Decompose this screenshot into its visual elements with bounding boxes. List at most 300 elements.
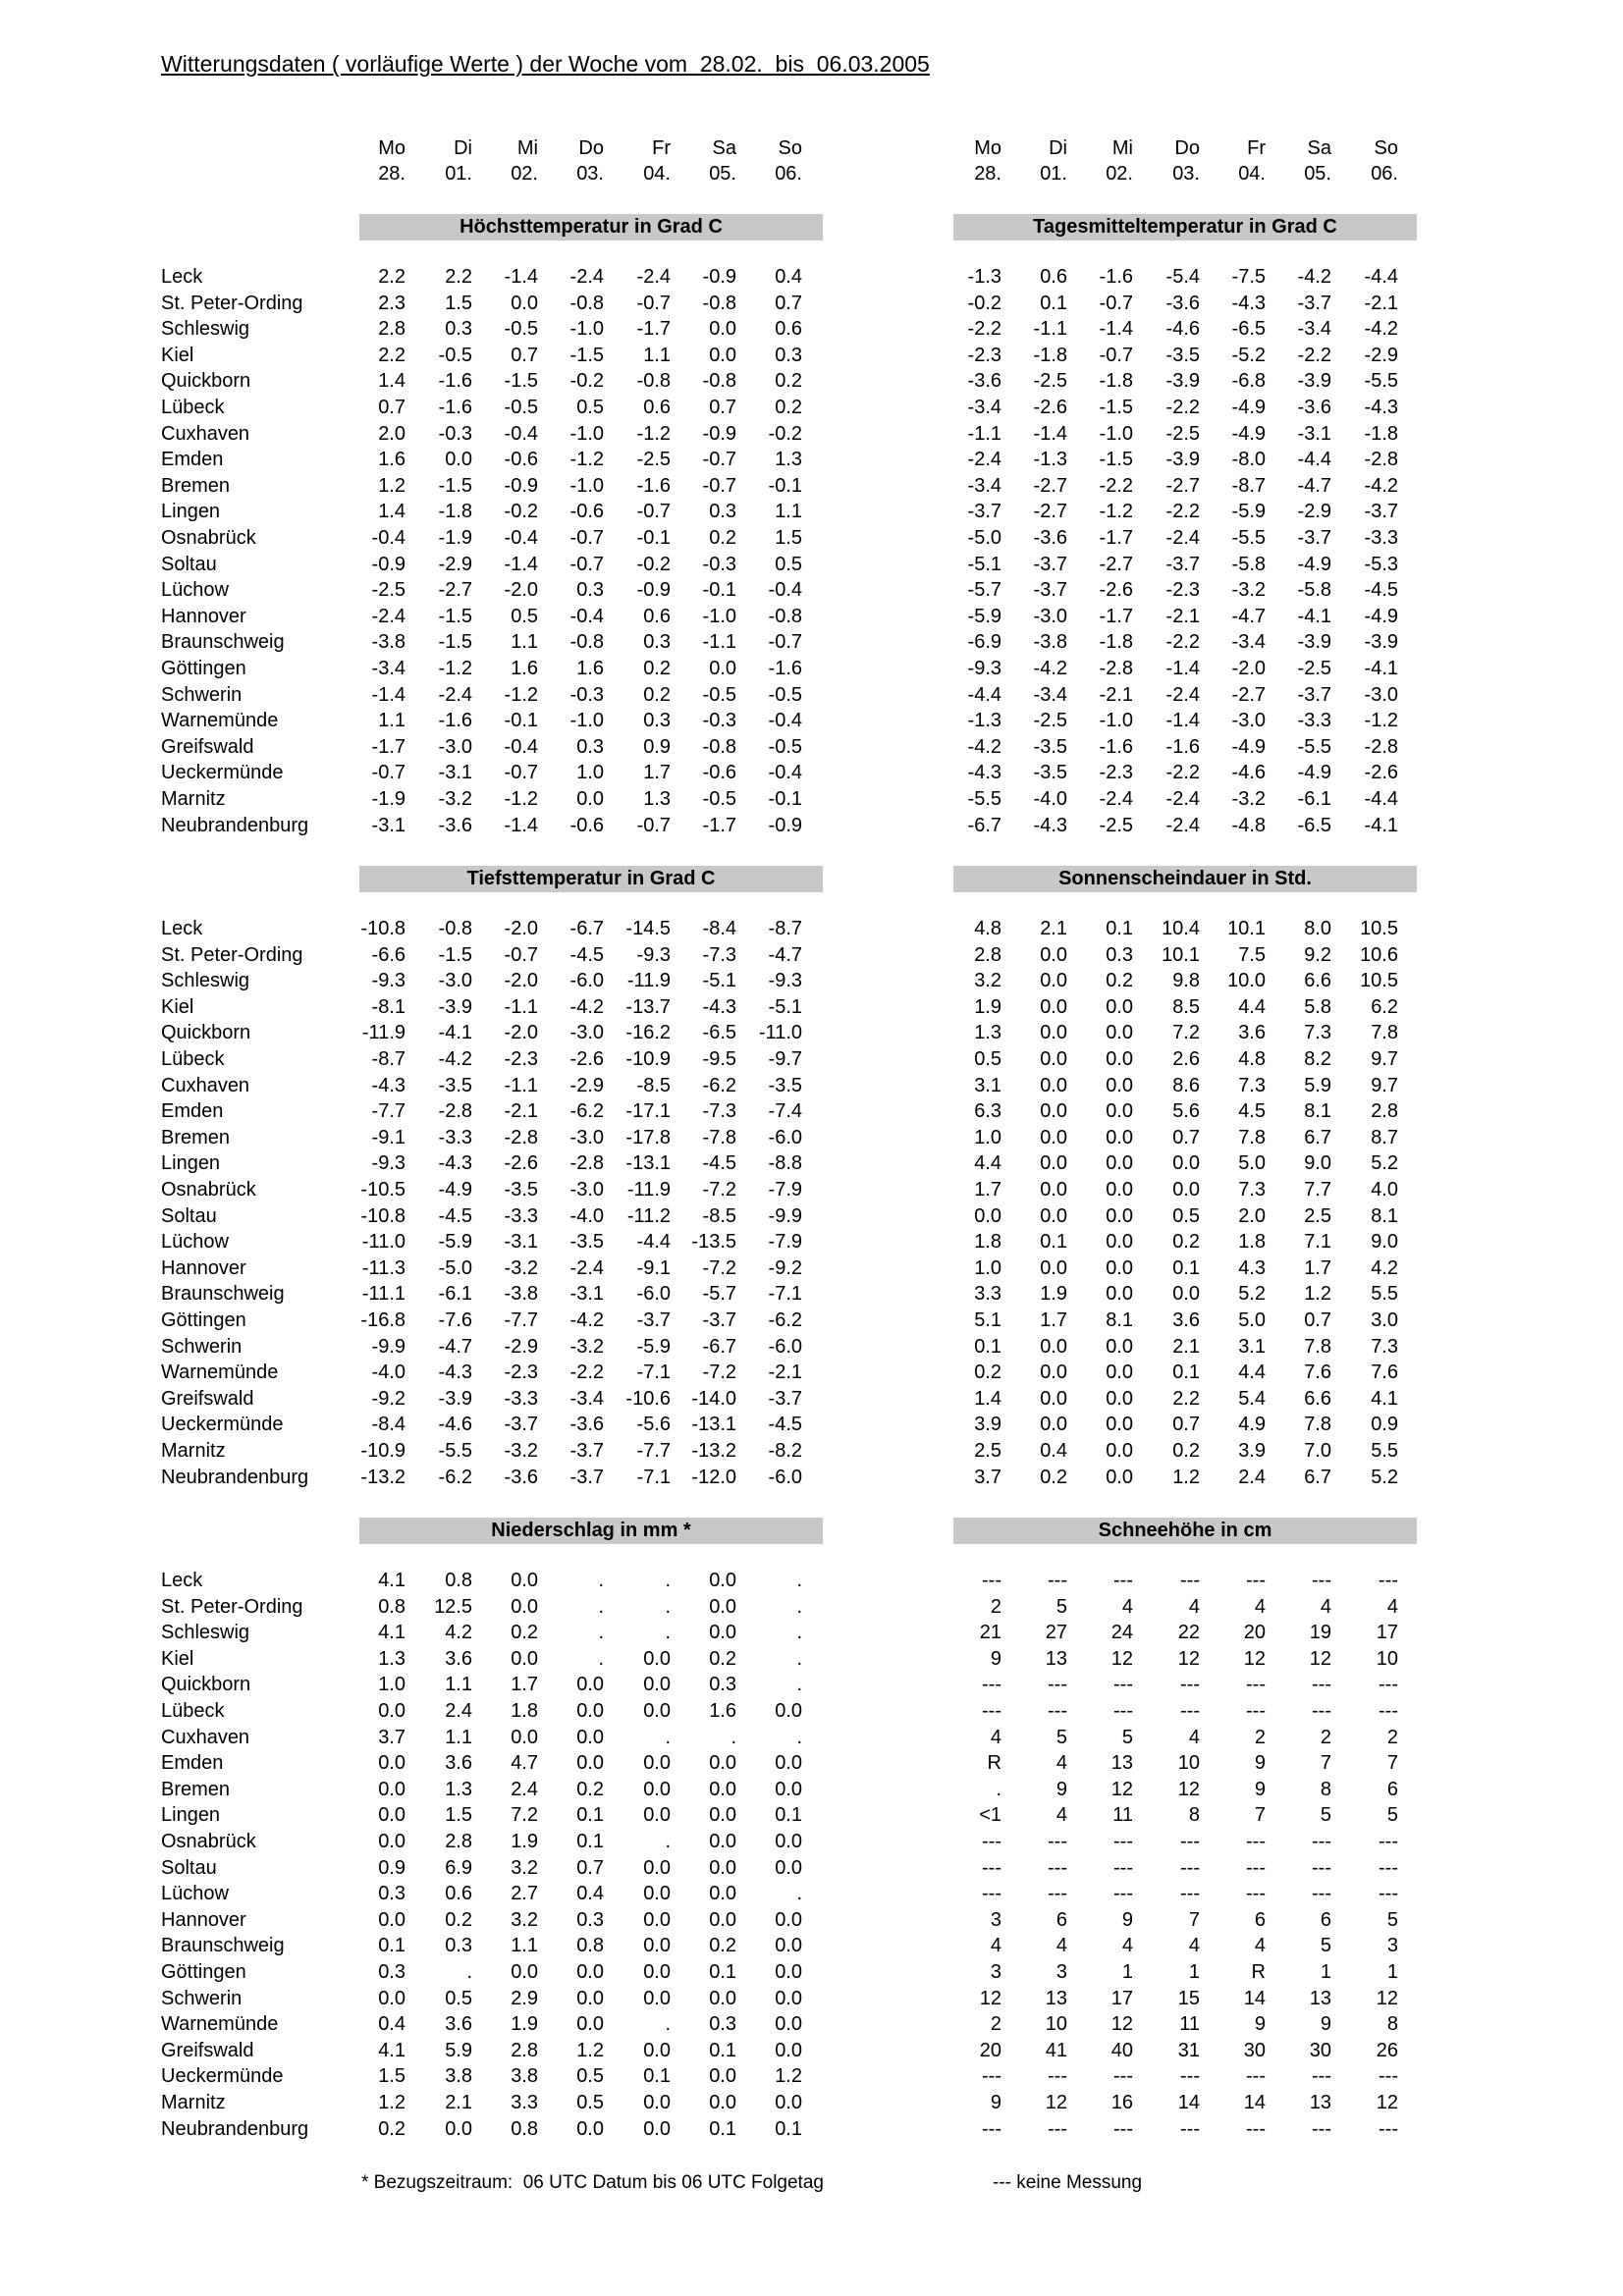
data-cell: -4.2 (569, 1309, 604, 1331)
data-cell: 5.0 (1238, 1152, 1266, 1174)
data-cell: -4.2 (438, 1048, 472, 1070)
data-cell: -0.6 (504, 449, 538, 470)
data-cell: -2.0 (504, 918, 538, 939)
data-cell: 7.3 (1238, 1075, 1266, 1096)
data-cell: -6.9 (967, 631, 1001, 653)
data-cell: -7.7 (636, 1440, 671, 1462)
data-cell: -16.2 (625, 1022, 671, 1043)
data-cell: 4 (1320, 1596, 1331, 1618)
data-cell: -2.3 (1165, 579, 1200, 601)
data-cell: -4.7 (1231, 606, 1266, 627)
data-cell: -3.5 (438, 1075, 472, 1096)
data-cell: 3.8 (511, 2065, 538, 2087)
data-cell: -1.8 (1364, 423, 1398, 445)
data-cell: -9.7 (768, 1048, 802, 1070)
station-name: Osnabrück (161, 1831, 256, 1852)
data-cell: 0.0 (1172, 1152, 1200, 1174)
data-cell: 2.1 (1172, 1336, 1200, 1358)
data-cell: 1.9 (511, 1831, 538, 1852)
data-cell: -6.7 (569, 918, 604, 939)
data-cell: 9.8 (1172, 970, 1200, 991)
data-cell: -6.6 (371, 944, 406, 966)
data-cell: 0.3 (709, 2013, 736, 2035)
data-cell: -5.3 (1364, 554, 1398, 575)
data-cell: -5.1 (967, 554, 1001, 575)
data-cell: -3.0 (569, 1127, 604, 1148)
data-cell: -7.1 (768, 1283, 802, 1305)
data-cell: -3.4 (1033, 684, 1067, 706)
data-cell: -1.4 (371, 684, 406, 706)
data-cell: 1.8 (1238, 1231, 1266, 1253)
data-cell: -0.4 (569, 606, 604, 627)
data-cell: --- (982, 1883, 1001, 1904)
day-date-header: 28. (974, 163, 1001, 185)
data-cell: -0.7 (636, 815, 671, 836)
data-cell: 12 (979, 1988, 1001, 2009)
data-cell: -2.2 (1165, 762, 1200, 783)
data-cell: 6 (1386, 1779, 1398, 1800)
data-cell: 2.8 (1371, 1100, 1398, 1122)
data-cell: 21 (979, 1622, 1001, 1643)
data-cell: -3.1 (438, 762, 472, 783)
data-cell: 0.0 (643, 1752, 671, 1774)
data-cell: -3.0 (569, 1022, 604, 1043)
data-cell: -1.4 (1033, 423, 1067, 445)
data-cell: 1.7 (1304, 1257, 1331, 1279)
data-cell: --- (1379, 1570, 1398, 1591)
data-cell: 0.0 (709, 318, 736, 340)
data-cell: -0.7 (636, 293, 671, 314)
data-cell: 0.3 (378, 1883, 406, 1904)
data-cell: -7.1 (636, 1362, 671, 1383)
data-cell: 0.0 (643, 1700, 671, 1722)
data-cell: -2.9 (1297, 501, 1331, 522)
day-date-header: 02. (511, 163, 538, 185)
data-cell: 1.6 (709, 1700, 736, 1722)
data-cell: 0.2 (511, 1622, 538, 1643)
data-cell: 9 (1055, 1779, 1067, 1800)
data-cell: 1.8 (974, 1231, 1001, 1253)
data-cell: -1.4 (1099, 318, 1133, 340)
data-cell: -2.7 (1099, 554, 1133, 575)
data-cell: -6.2 (569, 1100, 604, 1122)
data-cell: . (665, 1831, 671, 1852)
data-cell: 5.2 (1371, 1152, 1398, 1174)
data-cell: R (987, 1752, 1001, 1774)
station-name: Neubrandenburg (161, 1467, 309, 1488)
data-cell: 1.2 (1304, 1283, 1331, 1305)
data-cell: <1 (979, 1804, 1001, 1826)
data-cell: 0.0 (1040, 1100, 1067, 1122)
data-cell: -2.4 (967, 449, 1001, 470)
data-cell: -2.6 (1099, 579, 1133, 601)
data-cell: 6 (1320, 1909, 1331, 1931)
data-cell: -1.4 (1165, 658, 1200, 679)
data-cell: 10.0 (1227, 970, 1266, 991)
data-cell: 6.6 (1304, 970, 1331, 991)
data-cell: -4.3 (371, 1075, 406, 1096)
data-cell: 0.0 (1172, 1179, 1200, 1201)
data-cell: -0.1 (768, 475, 802, 497)
data-cell: -2.7 (1231, 684, 1266, 706)
day-name-header: Mo (974, 137, 1001, 159)
station-name: Schwerin (161, 1336, 243, 1358)
data-cell: 1.8 (511, 1700, 538, 1722)
data-cell: . (665, 1596, 671, 1618)
data-cell: -3.5 (569, 1231, 604, 1253)
data-cell: -0.3 (569, 684, 604, 706)
data-cell: 1.1 (445, 1727, 472, 1748)
data-cell: 0.1 (974, 1336, 1001, 1358)
data-cell: 4 (1121, 1596, 1133, 1618)
data-cell: 5.9 (1304, 1075, 1331, 1096)
data-cell: 2.2 (378, 345, 406, 366)
data-cell: 0.0 (1106, 1100, 1133, 1122)
data-cell: 8.0 (1304, 918, 1331, 939)
data-cell: . (730, 1727, 736, 1748)
data-cell: -3.2 (569, 1336, 604, 1358)
data-cell: 0.3 (445, 1935, 472, 1956)
data-cell: 9 (1320, 2013, 1331, 2035)
data-cell: 0.2 (576, 1779, 604, 1800)
station-name: Warnemünde (161, 710, 279, 731)
day-name-header: Do (1174, 137, 1200, 159)
data-cell: -3.9 (438, 996, 472, 1018)
data-cell: -0.1 (768, 788, 802, 810)
data-cell: -1.0 (702, 606, 736, 627)
day-name-header: Sa (712, 137, 736, 159)
data-cell: 0.0 (576, 2118, 604, 2140)
data-cell: -6.1 (1297, 788, 1331, 810)
data-cell: --- (1180, 1883, 1200, 1904)
data-cell: -3.7 (569, 1440, 604, 1462)
data-cell: -1.9 (371, 788, 406, 810)
data-cell: 0.0 (511, 293, 538, 314)
data-cell: 12 (1045, 2092, 1067, 2113)
data-cell: 2.2 (1172, 1388, 1200, 1410)
data-cell: -1.0 (1099, 710, 1133, 731)
data-cell: . (796, 1622, 802, 1643)
data-cell: -0.7 (1099, 293, 1133, 314)
data-cell: -10.5 (360, 1179, 406, 1201)
data-cell: -0.1 (504, 710, 538, 731)
data-cell: -3.7 (569, 1467, 604, 1488)
data-cell: 1.6 (511, 658, 538, 679)
data-cell: -0.8 (636, 370, 671, 392)
data-cell: -0.8 (702, 370, 736, 392)
data-cell: -4.4 (967, 684, 1001, 706)
data-cell: -5.7 (702, 1283, 736, 1305)
data-cell: 1 (1320, 1961, 1331, 1983)
data-cell: 0.0 (1040, 1048, 1067, 1070)
data-cell: 3.1 (1238, 1336, 1266, 1358)
data-cell: --- (1180, 1857, 1200, 1879)
data-cell: -3.7 (702, 1309, 736, 1331)
data-cell: -3.5 (1165, 345, 1200, 366)
data-cell: 12 (1309, 1648, 1331, 1670)
data-cell: 0.0 (1106, 1075, 1133, 1096)
data-cell: 1.1 (643, 345, 671, 366)
data-cell: 4 (990, 1935, 1001, 1956)
day-name-header: Fr (1247, 137, 1266, 159)
data-cell: 0.1 (1106, 918, 1133, 939)
data-cell: -11.3 (361, 1257, 406, 1279)
data-cell: 4.7 (511, 1752, 538, 1774)
data-cell: -6.5 (1297, 815, 1331, 836)
data-cell: 5.8 (1304, 996, 1331, 1018)
data-cell: . (466, 1961, 472, 1983)
data-cell: -4.7 (438, 1336, 472, 1358)
data-cell: 3.6 (445, 1648, 472, 1670)
data-cell: -3.5 (504, 1179, 538, 1201)
data-cell: -2.4 (1165, 527, 1200, 549)
data-cell: 0.2 (1040, 1467, 1067, 1488)
data-cell: 0.0 (511, 1570, 538, 1591)
data-cell: 9.7 (1371, 1048, 1398, 1070)
data-cell: -2.2 (1165, 397, 1200, 418)
data-cell: -0.5 (504, 318, 538, 340)
data-cell: 0.0 (1040, 1205, 1067, 1227)
data-cell: -9.2 (768, 1257, 802, 1279)
data-cell: 10.1 (1227, 918, 1266, 939)
data-cell: -3.2 (504, 1440, 538, 1462)
data-cell: -3.3 (438, 1127, 472, 1148)
station-name: Marnitz (161, 788, 226, 810)
data-cell: --- (982, 1570, 1001, 1591)
data-cell: 0.0 (1040, 1362, 1067, 1383)
data-cell: -2.6 (1364, 762, 1398, 783)
station-name: Marnitz (161, 2092, 226, 2113)
data-cell: --- (982, 2118, 1001, 2140)
data-cell: 17 (1110, 1988, 1133, 2009)
data-cell: -0.9 (371, 554, 406, 575)
data-cell: 10 (1376, 1648, 1398, 1670)
data-cell: 0.2 (378, 2118, 406, 2140)
data-cell: 4 (1188, 1596, 1200, 1618)
data-cell: -4.2 (967, 736, 1001, 758)
data-cell: 0.6 (643, 606, 671, 627)
data-cell: -2.0 (504, 970, 538, 991)
data-cell: -3.4 (967, 475, 1001, 497)
station-name: Lingen (161, 1804, 221, 1826)
data-cell: 1.6 (378, 449, 406, 470)
data-cell: -3.0 (1364, 684, 1398, 706)
data-cell: -0.9 (702, 423, 736, 445)
data-cell: --- (1246, 2118, 1266, 2140)
data-cell: 0.0 (1106, 996, 1133, 1018)
data-cell: -4.7 (768, 944, 802, 966)
data-cell: -2.4 (1165, 788, 1200, 810)
station-name: Kiel (161, 996, 194, 1018)
data-cell: -0.5 (768, 684, 802, 706)
data-cell: -6.2 (702, 1075, 736, 1096)
data-cell: -12.0 (691, 1467, 736, 1488)
data-cell: 2.2 (445, 266, 472, 288)
data-cell: -0.5 (702, 788, 736, 810)
data-cell: 4 (1188, 1935, 1200, 1956)
data-cell: 0.0 (643, 1674, 671, 1695)
data-cell: . (796, 1674, 802, 1695)
data-cell: -2.6 (1033, 397, 1067, 418)
station-name: Neubrandenburg (161, 815, 309, 836)
data-cell: 0.7 (709, 397, 736, 418)
data-cell: 0.0 (709, 1779, 736, 1800)
data-cell: 0.1 (1172, 1257, 1200, 1279)
data-cell: 7.6 (1304, 1362, 1331, 1383)
day-date-header: 01. (1040, 163, 1067, 185)
data-cell: 12 (1110, 1648, 1133, 1670)
data-cell: -3.1 (1297, 423, 1331, 445)
section-header: Tiefsttemperatur in Grad C (359, 866, 823, 892)
data-cell: 0.0 (576, 2013, 604, 2035)
data-cell: -1.2 (1364, 710, 1398, 731)
data-cell: -11.9 (626, 970, 671, 991)
data-cell: -6.2 (768, 1309, 802, 1331)
data-cell: 0.0 (1106, 1048, 1133, 1070)
data-cell: -1.4 (1165, 710, 1200, 731)
data-cell: 0.0 (775, 2013, 802, 2035)
data-cell: 0.0 (511, 1596, 538, 1618)
data-cell: --- (1048, 1700, 1067, 1722)
station-name: Osnabrück (161, 1179, 256, 1201)
data-cell: -3.7 (1297, 527, 1331, 549)
data-cell: -5.5 (1297, 736, 1331, 758)
data-cell: -3.3 (504, 1205, 538, 1227)
data-cell: -13.5 (691, 1231, 736, 1253)
data-cell: -3.6 (1297, 397, 1331, 418)
data-cell: 0.0 (1040, 1075, 1067, 1096)
data-cell: -7.6 (438, 1309, 472, 1331)
data-cell: 0.0 (1040, 944, 1067, 966)
data-cell: -6.1 (438, 1283, 472, 1305)
data-cell: 3.1 (974, 1075, 1001, 1096)
data-cell: 1.5 (378, 2065, 406, 2087)
data-cell: --- (1312, 1831, 1331, 1852)
data-cell: 5.0 (1238, 1309, 1266, 1331)
data-cell: -6.0 (569, 970, 604, 991)
data-cell: -13.7 (625, 996, 671, 1018)
data-cell: 0.0 (1040, 1336, 1067, 1358)
data-cell: 0.0 (709, 1570, 736, 1591)
data-cell: 4.4 (974, 1152, 1001, 1174)
station-name: Marnitz (161, 1440, 226, 1462)
data-cell: 4 (1055, 1804, 1067, 1826)
data-cell: . (598, 1622, 604, 1643)
data-cell: 6.3 (974, 1100, 1001, 1122)
data-cell: 0.0 (1040, 996, 1067, 1018)
data-cell: 0.0 (709, 1596, 736, 1618)
data-cell: -2.5 (636, 449, 671, 470)
footnote-reference-period: * Bezugszeitraum: 06 UTC Datum bis 06 UTC Folgetag (361, 2172, 824, 2193)
data-cell: -14.5 (625, 918, 671, 939)
data-cell: . (598, 1570, 604, 1591)
data-cell: 0.4 (576, 1883, 604, 1904)
data-cell: -11.0 (361, 1231, 406, 1253)
data-cell: -0.4 (504, 423, 538, 445)
data-cell: -0.9 (636, 579, 671, 601)
data-cell: 0.0 (643, 1988, 671, 2009)
data-cell: 0.3 (709, 501, 736, 522)
data-cell: -3.7 (967, 501, 1001, 522)
data-cell: . (996, 1779, 1001, 1800)
data-cell: 2 (990, 2013, 1001, 2035)
data-cell: 6 (1055, 1909, 1067, 1931)
data-cell: 1.5 (445, 1804, 472, 1826)
data-cell: 1.9 (511, 2013, 538, 2035)
data-cell: 2 (990, 1596, 1001, 1618)
data-cell: 3.6 (445, 1752, 472, 1774)
data-cell: 7.7 (1304, 1179, 1331, 1201)
data-cell: 14 (1243, 1988, 1266, 2009)
data-cell: -4.4 (1364, 788, 1398, 810)
data-cell: 2.2 (378, 266, 406, 288)
data-cell: -3.6 (504, 1467, 538, 1488)
data-cell: 0.0 (378, 1988, 406, 2009)
data-cell: -2.7 (1165, 475, 1200, 497)
data-cell: 0.1 (709, 2118, 736, 2140)
data-cell: -4.5 (702, 1152, 736, 1174)
data-cell: -0.4 (504, 527, 538, 549)
data-cell: 0.1 (1040, 293, 1067, 314)
page-title: Witterungsdaten ( vorläufige Werte ) der Woche vom 28.02. bis 06.03.2005 (161, 51, 930, 77)
data-cell: 0.2 (775, 397, 802, 418)
data-cell: 0.0 (775, 2040, 802, 2061)
data-cell: -2.8 (569, 1152, 604, 1174)
data-cell: 5.5 (1371, 1283, 1398, 1305)
data-cell: 0.1 (643, 2065, 671, 2087)
data-cell: 15 (1177, 1988, 1200, 2009)
data-cell: -17.8 (625, 1127, 671, 1148)
section-header: Schneehöhe in cm (953, 1518, 1417, 1544)
data-cell: 17 (1376, 1622, 1398, 1643)
data-cell: -2.3 (1099, 762, 1133, 783)
data-cell: -1.1 (702, 631, 736, 653)
data-cell: -0.8 (702, 293, 736, 314)
data-cell: 0.5 (576, 2065, 604, 2087)
data-cell: -3.6 (1033, 527, 1067, 549)
data-cell: 0.0 (643, 1883, 671, 1904)
data-cell: -0.1 (636, 527, 671, 549)
data-cell: -7.3 (702, 944, 736, 966)
data-cell: -2.2 (569, 1362, 604, 1383)
data-cell: -1.6 (768, 658, 802, 679)
data-cell: -1.4 (504, 554, 538, 575)
data-cell: 11 (1179, 2013, 1200, 2035)
data-cell: -7.5 (1231, 266, 1266, 288)
data-cell: 3 (990, 1961, 1001, 1983)
data-cell: -6.0 (636, 1283, 671, 1305)
data-cell: -5.9 (967, 606, 1001, 627)
data-cell: 1.3 (445, 1779, 472, 1800)
data-cell: 0.0 (643, 2118, 671, 2140)
data-cell: --- (1379, 2065, 1398, 2087)
data-cell: -8.1 (371, 996, 406, 1018)
station-name: Ueckermünde (161, 2065, 284, 2087)
data-cell: -3.7 (768, 1388, 802, 1410)
data-cell: -4.0 (371, 1362, 406, 1383)
data-cell: 0.0 (709, 1883, 736, 1904)
data-cell: 0.0 (1040, 1127, 1067, 1148)
station-name: Braunschweig (161, 631, 285, 653)
data-cell: --- (982, 1857, 1001, 1879)
data-cell: -1.7 (702, 815, 736, 836)
data-cell: -1.2 (504, 788, 538, 810)
data-cell: -4.4 (1297, 449, 1331, 470)
day-name-header: Di (1049, 137, 1067, 159)
data-cell: 0.0 (1106, 1205, 1133, 1227)
data-cell: -4.3 (1033, 815, 1067, 836)
data-cell: 0.0 (445, 449, 472, 470)
